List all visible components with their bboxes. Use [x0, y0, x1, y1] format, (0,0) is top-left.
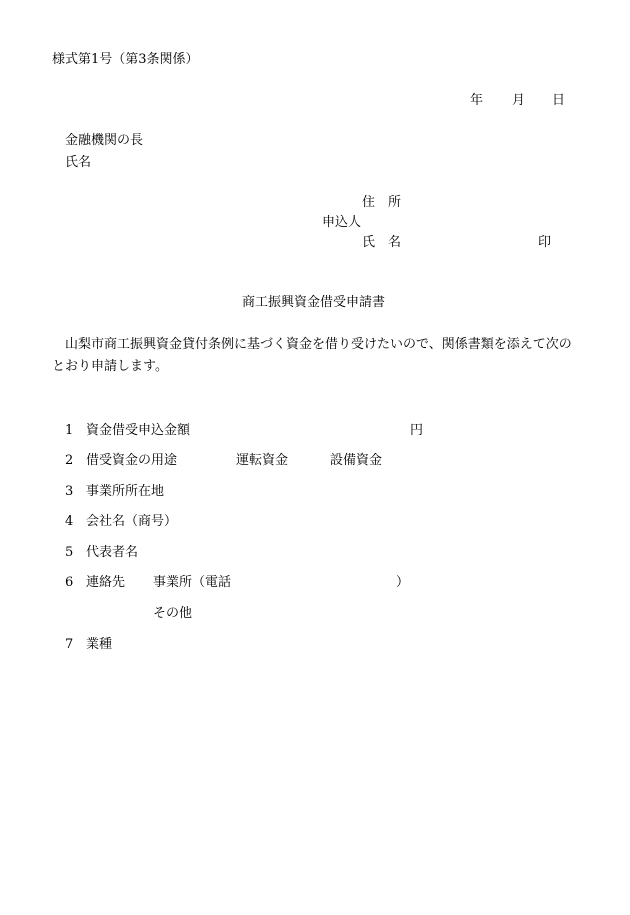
- item-7-label: 業種: [86, 637, 113, 652]
- item-2-number: 2: [65, 453, 74, 468]
- seal-label: 印: [538, 235, 552, 250]
- item-2-option-operating: 運転資金: [236, 453, 289, 468]
- body-paragraph: 山梨市商工振興資金貸付条例に基づく資金を借り受けたいので、関係書類を添えて次のとおり申請します。: [52, 337, 572, 374]
- applicant-name-label: 氏 名: [362, 235, 402, 250]
- item-6-label: 連絡先: [86, 575, 126, 590]
- item-4-label: 会社名（商号）: [86, 514, 178, 529]
- item-6-close-paren: ）: [396, 575, 410, 590]
- item-5-number: 5: [65, 545, 74, 560]
- item-2-label: 借受資金の用途: [86, 453, 178, 468]
- item-1-unit: 円: [410, 423, 424, 438]
- addressee-institution: 金融機関の長: [65, 133, 144, 148]
- item-2-option-equipment: 設備資金: [330, 453, 383, 468]
- date-month-label: 月: [512, 93, 526, 108]
- item-3-label: 事業所所在地: [86, 484, 165, 499]
- date-day-label: 日: [552, 93, 566, 108]
- date-year-label: 年: [470, 93, 484, 108]
- item-7-number: 7: [65, 637, 74, 652]
- item-5-label: 代表者名: [86, 545, 139, 560]
- item-6-other-label: その他: [153, 606, 193, 621]
- item-4-number: 4: [65, 514, 74, 529]
- applicant-address-label: 住 所: [362, 195, 402, 210]
- item-6-number: 6: [65, 575, 74, 590]
- applicant-role-label: 申込人: [322, 215, 362, 230]
- item-3-number: 3: [65, 484, 74, 499]
- document-title: 商工振興資金借受申請書: [242, 295, 386, 310]
- form-number: 様式第1号（第3条関係）: [52, 52, 199, 67]
- item-1-number: 1: [65, 423, 74, 438]
- item-1-label: 資金借受申込金額: [86, 423, 191, 438]
- item-6-office-label: 事業所（電話: [153, 575, 232, 590]
- addressee-name-label: 氏名: [65, 155, 92, 170]
